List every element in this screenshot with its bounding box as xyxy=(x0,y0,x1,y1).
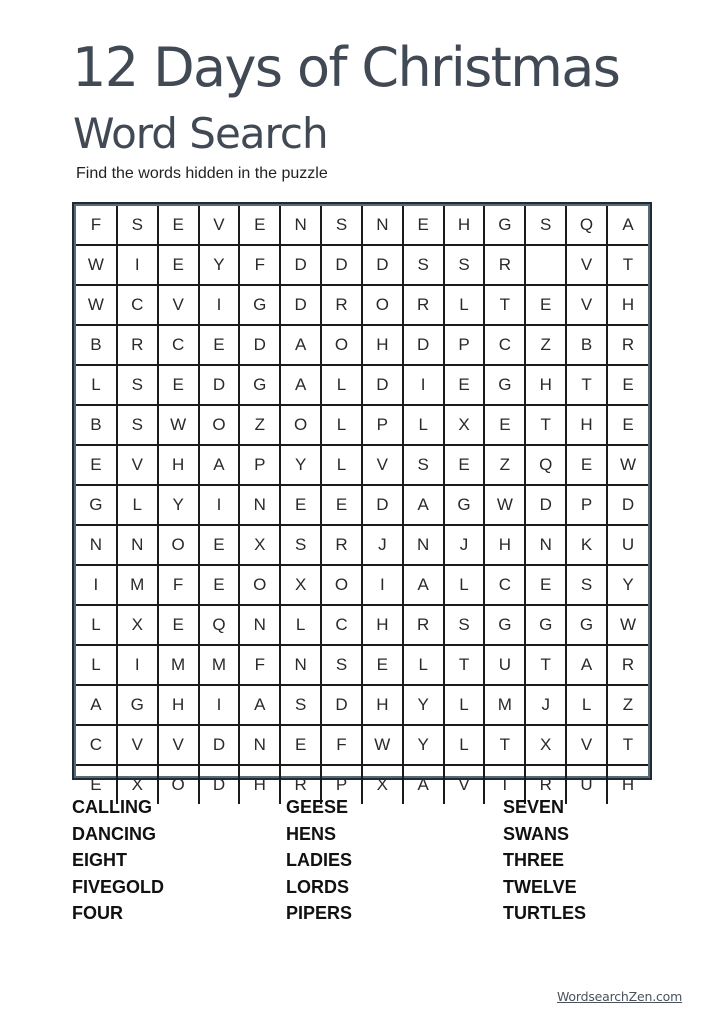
grid-row xyxy=(76,725,648,765)
grid-cell[interactable]: E xyxy=(76,765,117,804)
grid-cell[interactable]: W xyxy=(76,245,117,285)
grid-row xyxy=(76,285,648,325)
grid-cell[interactable]: E xyxy=(280,485,321,525)
grid-cell[interactable]: T xyxy=(607,725,648,765)
grid-cell[interactable]: I xyxy=(199,285,240,325)
word-item: SWANS xyxy=(503,823,570,844)
grid-cell[interactable]: O xyxy=(199,405,240,445)
grid-cell[interactable]: J xyxy=(525,685,566,725)
grid-cell[interactable]: G xyxy=(117,685,158,725)
grid-row xyxy=(76,645,648,685)
grid-cell[interactable]: R xyxy=(280,765,321,804)
grid-cell[interactable]: G xyxy=(484,365,525,405)
grid-row xyxy=(76,525,648,565)
grid-cell[interactable]: H xyxy=(362,605,403,645)
grid-cell[interactable]: V xyxy=(199,206,240,245)
grid-cell[interactable]: R xyxy=(321,525,362,565)
grid-cell[interactable]: O xyxy=(321,565,362,605)
grid-row xyxy=(76,245,648,285)
grid-cell[interactable]: S xyxy=(444,245,485,285)
grid-cell[interactable]: F xyxy=(158,565,199,605)
grid-cell[interactable]: E xyxy=(525,565,566,605)
grid-row xyxy=(76,485,648,525)
grid-cell[interactable]: Y xyxy=(403,685,444,725)
grid-cell[interactable]: E xyxy=(444,445,485,485)
grid-cell[interactable]: H xyxy=(158,445,199,485)
grid-cell[interactable]: N xyxy=(239,605,280,645)
grid-cell[interactable]: L xyxy=(444,685,485,725)
grid-cell[interactable]: M xyxy=(158,645,199,685)
grid-cell[interactable]: I xyxy=(117,245,158,285)
word-item: EIGHT xyxy=(72,850,128,870)
grid-cell[interactable]: G xyxy=(484,605,525,645)
grid-row xyxy=(76,325,648,365)
grid-cell[interactable]: X xyxy=(444,405,485,445)
grid-cell[interactable]: F xyxy=(321,725,362,765)
grid-cell[interactable]: E xyxy=(158,365,199,405)
instructions-text: Find the words hidden in the puzzle xyxy=(76,165,328,182)
grid-cell[interactable]: V xyxy=(444,765,485,804)
grid-cell[interactable]: R xyxy=(403,605,444,645)
grid-cell[interactable]: S xyxy=(117,206,158,245)
grid-cell[interactable]: S xyxy=(280,525,321,565)
grid-cell[interactable]: C xyxy=(484,325,525,365)
grid-cell[interactable]: D xyxy=(607,485,648,525)
grid-cell[interactable]: F xyxy=(239,645,280,685)
grid-cell[interactable]: K xyxy=(566,525,607,565)
grid-cell[interactable]: S xyxy=(117,365,158,405)
grid-cell[interactable]: I xyxy=(403,365,444,405)
grid-cell[interactable]: G xyxy=(484,206,525,245)
grid-cell[interactable]: D xyxy=(199,765,240,804)
grid-cell[interactable]: S xyxy=(403,445,444,485)
grid-cell[interactable]: M xyxy=(117,565,158,605)
grid-cell[interactable]: N xyxy=(280,645,321,685)
grid-cell[interactable]: Y xyxy=(158,485,199,525)
puzzle-grid-body xyxy=(76,206,648,804)
grid-cell[interactable]: L xyxy=(444,285,485,325)
grid-cell[interactable]: H xyxy=(607,765,648,804)
grid-cell[interactable]: E xyxy=(199,565,240,605)
grid-cell[interactable]: O xyxy=(321,325,362,365)
grid-cell[interactable]: A xyxy=(280,325,321,365)
grid-cell[interactable]: H xyxy=(158,685,199,725)
grid-cell[interactable]: A xyxy=(239,685,280,725)
grid-cell[interactable]: O xyxy=(158,765,199,804)
grid-cell[interactable]: T xyxy=(484,765,525,804)
grid-cell[interactable]: A xyxy=(280,365,321,405)
grid-cell[interactable]: E xyxy=(199,325,240,365)
grid-row xyxy=(76,685,648,725)
grid-cell[interactable]: N xyxy=(239,485,280,525)
grid-cell[interactable]: L xyxy=(444,725,485,765)
grid-cell[interactable]: N xyxy=(403,525,444,565)
grid-cell[interactable]: L xyxy=(76,605,117,645)
grid-row xyxy=(76,206,648,245)
grid-cell[interactable]: V xyxy=(362,445,403,485)
grid-cell[interactable]: D xyxy=(362,485,403,525)
grid-cell[interactable]: H xyxy=(607,285,648,325)
grid-cell[interactable]: X xyxy=(362,765,403,804)
grid-cell[interactable]: X xyxy=(280,565,321,605)
grid-cell[interactable]: L xyxy=(444,565,485,605)
word-item: FOUR xyxy=(72,903,123,923)
grid-cell[interactable]: E xyxy=(321,485,362,525)
grid-cell[interactable]: C xyxy=(484,565,525,605)
grid-cell[interactable]: S xyxy=(321,645,362,685)
grid-cell[interactable]: A xyxy=(199,445,240,485)
grid-cell[interactable]: L xyxy=(321,445,362,485)
grid-cell[interactable]: E xyxy=(76,445,117,485)
grid-cell[interactable]: L xyxy=(566,685,607,725)
grid-cell[interactable]: H xyxy=(566,405,607,445)
grid-cell[interactable]: Z xyxy=(484,445,525,485)
page-subtitle: Word Search xyxy=(73,109,328,158)
grid-cell[interactable]: W xyxy=(76,285,117,325)
grid-cell[interactable]: D xyxy=(321,245,362,285)
word-item: FIVEGOLD xyxy=(72,876,165,897)
grid-cell[interactable]: L xyxy=(280,605,321,645)
grid-cell[interactable]: M xyxy=(484,685,525,725)
grid-cell[interactable]: S xyxy=(525,206,566,245)
grid-cell[interactable]: A xyxy=(566,645,607,685)
grid-cell[interactable]: Q xyxy=(525,445,566,485)
grid-cell[interactable]: D xyxy=(362,365,403,405)
grid-cell[interactable]: R xyxy=(403,285,444,325)
grid-row xyxy=(76,445,648,485)
grid-cell[interactable]: W xyxy=(158,405,199,445)
grid-cell[interactable]: X xyxy=(239,525,280,565)
grid-cell[interactable]: L xyxy=(76,365,117,405)
grid-cell[interactable]: D xyxy=(403,325,444,365)
grid-cell[interactable]: H xyxy=(362,685,403,725)
grid-cell[interactable]: T xyxy=(484,725,525,765)
grid-cell[interactable]: F xyxy=(76,206,117,245)
grid-cell[interactable]: R xyxy=(525,765,566,804)
grid-cell[interactable]: R xyxy=(321,285,362,325)
grid-cell[interactable]: N xyxy=(76,525,117,565)
grid-cell[interactable]: D xyxy=(239,325,280,365)
grid-cell[interactable]: N xyxy=(280,206,321,245)
word-item: CALLING xyxy=(72,797,152,817)
word-list xyxy=(72,794,672,929)
grid-cell[interactable]: D xyxy=(362,245,403,285)
grid-cell[interactable]: E xyxy=(484,405,525,445)
grid-cell[interactable]: H xyxy=(239,765,280,804)
grid-cell[interactable]: M xyxy=(199,645,240,685)
grid-row xyxy=(76,605,648,645)
grid-cell[interactable]: A xyxy=(607,206,648,245)
word-list-column-3 xyxy=(503,794,586,927)
grid-cell[interactable]: D xyxy=(280,245,321,285)
grid-cell[interactable]: I xyxy=(199,685,240,725)
word-item: LADIES xyxy=(286,850,353,870)
grid-cell[interactable]: L xyxy=(321,365,362,405)
grid-cell[interactable]: P xyxy=(444,325,485,365)
grid-cell[interactable]: T xyxy=(484,285,525,325)
grid-cell[interactable]: S xyxy=(444,605,485,645)
grid-cell[interactable]: E xyxy=(362,645,403,685)
grid-cell[interactable]: C xyxy=(117,285,158,325)
grid-cell[interactable]: O xyxy=(362,285,403,325)
word-item: TWELVE xyxy=(503,876,577,897)
grid-cell[interactable] xyxy=(525,245,566,285)
grid-cell[interactable]: Z xyxy=(239,405,280,445)
grid-cell[interactable]: A xyxy=(403,485,444,525)
grid-cell[interactable]: X xyxy=(525,725,566,765)
grid-cell[interactable]: T xyxy=(444,645,485,685)
grid-cell[interactable]: S xyxy=(280,685,321,725)
grid-cell[interactable]: S xyxy=(117,405,158,445)
grid-cell[interactable]: O xyxy=(158,525,199,565)
grid-cell[interactable]: H xyxy=(444,206,485,245)
grid-cell[interactable]: Y xyxy=(199,245,240,285)
grid-cell[interactable]: J xyxy=(362,525,403,565)
grid-cell[interactable]: L xyxy=(76,645,117,685)
grid-cell[interactable]: I xyxy=(117,645,158,685)
grid-cell[interactable]: D xyxy=(280,285,321,325)
grid-row xyxy=(76,405,648,445)
grid-cell[interactable]: D xyxy=(199,725,240,765)
grid-cell[interactable]: U xyxy=(607,525,648,565)
grid-cell[interactable]: H xyxy=(484,525,525,565)
grid-cell[interactable]: W xyxy=(607,605,648,645)
puzzle-grid-frame xyxy=(72,202,652,794)
grid-cell[interactable]: V xyxy=(566,285,607,325)
grid-cell[interactable]: V xyxy=(566,245,607,285)
grid-cell[interactable]: R xyxy=(117,325,158,365)
page-title: 12 Days of Christmas xyxy=(72,36,620,99)
grid-cell[interactable]: W xyxy=(484,485,525,525)
grid-cell[interactable]: N xyxy=(117,525,158,565)
grid-cell[interactable]: X xyxy=(117,605,158,645)
grid-cell[interactable]: E xyxy=(280,725,321,765)
grid-cell[interactable]: S xyxy=(321,206,362,245)
grid-cell[interactable]: Q xyxy=(566,206,607,245)
grid-cell[interactable]: H xyxy=(362,325,403,365)
grid-cell[interactable]: L xyxy=(403,405,444,445)
grid-cell[interactable]: B xyxy=(76,405,117,445)
word-item: LORDS xyxy=(286,876,349,897)
grid-cell[interactable]: W xyxy=(607,445,648,485)
grid-cell[interactable]: U xyxy=(566,765,607,804)
grid-cell[interactable]: E xyxy=(158,245,199,285)
grid-cell[interactable]: B xyxy=(76,325,117,365)
grid-cell[interactable]: R xyxy=(607,645,648,685)
grid-cell[interactable]: I xyxy=(76,565,117,605)
grid-cell[interactable]: L xyxy=(117,485,158,525)
grid-cell[interactable]: S xyxy=(403,245,444,285)
word-item: DANCING xyxy=(72,823,156,844)
grid-cell[interactable]: V xyxy=(158,725,199,765)
grid-cell[interactable]: S xyxy=(566,565,607,605)
grid-cell[interactable]: G xyxy=(239,285,280,325)
grid-cell[interactable]: P xyxy=(239,445,280,485)
grid-cell[interactable]: Y xyxy=(607,565,648,605)
grid-cell[interactable]: V xyxy=(158,285,199,325)
grid-cell[interactable]: P xyxy=(321,765,362,804)
word-item: HENS xyxy=(286,823,337,844)
grid-cell[interactable]: F xyxy=(239,245,280,285)
word-list-column-1 xyxy=(72,794,164,927)
word-item: GEESE xyxy=(286,797,349,817)
grid-cell[interactable]: E xyxy=(444,365,485,405)
grid-cell[interactable]: U xyxy=(484,645,525,685)
word-list-column-2 xyxy=(286,794,352,927)
grid-cell[interactable]: E xyxy=(158,605,199,645)
grid-cell[interactable]: G xyxy=(525,605,566,645)
grid-cell[interactable]: I xyxy=(362,565,403,605)
grid-cell[interactable]: E xyxy=(239,206,280,245)
grid-cell[interactable]: Z xyxy=(607,685,648,725)
grid-cell[interactable]: O xyxy=(280,405,321,445)
grid-cell[interactable]: Z xyxy=(525,325,566,365)
grid-row xyxy=(76,565,648,605)
grid-cell[interactable]: D xyxy=(199,365,240,405)
grid-cell[interactable]: G xyxy=(444,485,485,525)
grid-cell[interactable]: Y xyxy=(403,725,444,765)
grid-cell[interactable]: G xyxy=(76,485,117,525)
grid-cell[interactable]: P xyxy=(566,485,607,525)
grid-cell[interactable]: E xyxy=(607,405,648,445)
grid-cell[interactable]: E xyxy=(158,206,199,245)
grid-cell[interactable]: H xyxy=(525,365,566,405)
grid-cell[interactable]: X xyxy=(117,765,158,804)
word-item: THREE xyxy=(503,850,565,870)
grid-cell[interactable]: B xyxy=(566,325,607,365)
grid-cell[interactable]: T xyxy=(525,645,566,685)
grid-cell[interactable]: L xyxy=(403,645,444,685)
grid-cell[interactable]: V xyxy=(117,725,158,765)
grid-cell[interactable]: E xyxy=(566,445,607,485)
grid-cell[interactable]: D xyxy=(525,485,566,525)
grid-cell[interactable]: J xyxy=(444,525,485,565)
grid-cell[interactable]: O xyxy=(239,565,280,605)
grid-cell[interactable]: E xyxy=(199,525,240,565)
grid-row xyxy=(76,365,648,405)
grid-cell[interactable]: P xyxy=(362,405,403,445)
grid-cell[interactable]: R xyxy=(484,245,525,285)
grid-cell[interactable]: N xyxy=(239,725,280,765)
grid-cell[interactable]: G xyxy=(566,605,607,645)
grid-cell[interactable]: V xyxy=(117,445,158,485)
grid-cell[interactable]: Y xyxy=(280,445,321,485)
grid-cell[interactable]: W xyxy=(362,725,403,765)
grid-cell[interactable]: C xyxy=(158,325,199,365)
grid-cell[interactable]: N xyxy=(362,206,403,245)
word-item: TURTLES xyxy=(503,903,586,923)
puzzle-grid xyxy=(76,206,648,804)
grid-cell[interactable]: G xyxy=(239,365,280,405)
grid-cell[interactable]: T xyxy=(525,405,566,445)
grid-cell[interactable]: C xyxy=(76,725,117,765)
grid-cell[interactable]: I xyxy=(199,485,240,525)
grid-cell[interactable]: E xyxy=(525,285,566,325)
grid-cell[interactable]: E xyxy=(607,365,648,405)
grid-cell[interactable]: V xyxy=(566,725,607,765)
grid-cell[interactable]: A xyxy=(76,685,117,725)
grid-cell[interactable]: E xyxy=(403,206,444,245)
grid-cell[interactable]: T xyxy=(607,245,648,285)
grid-cell[interactable]: A xyxy=(403,765,444,804)
grid-cell[interactable]: N xyxy=(525,525,566,565)
grid-cell[interactable]: T xyxy=(566,365,607,405)
grid-cell[interactable]: R xyxy=(607,325,648,365)
grid-cell[interactable]: Q xyxy=(199,605,240,645)
word-item: PIPERS xyxy=(286,903,353,923)
grid-cell[interactable]: A xyxy=(403,565,444,605)
word-item: SEVEN xyxy=(503,797,565,817)
grid-cell[interactable]: D xyxy=(321,685,362,725)
website-link[interactable]: WordsearchZen.com xyxy=(557,989,683,1004)
grid-cell[interactable]: C xyxy=(321,605,362,645)
grid-cell[interactable]: L xyxy=(321,405,362,445)
